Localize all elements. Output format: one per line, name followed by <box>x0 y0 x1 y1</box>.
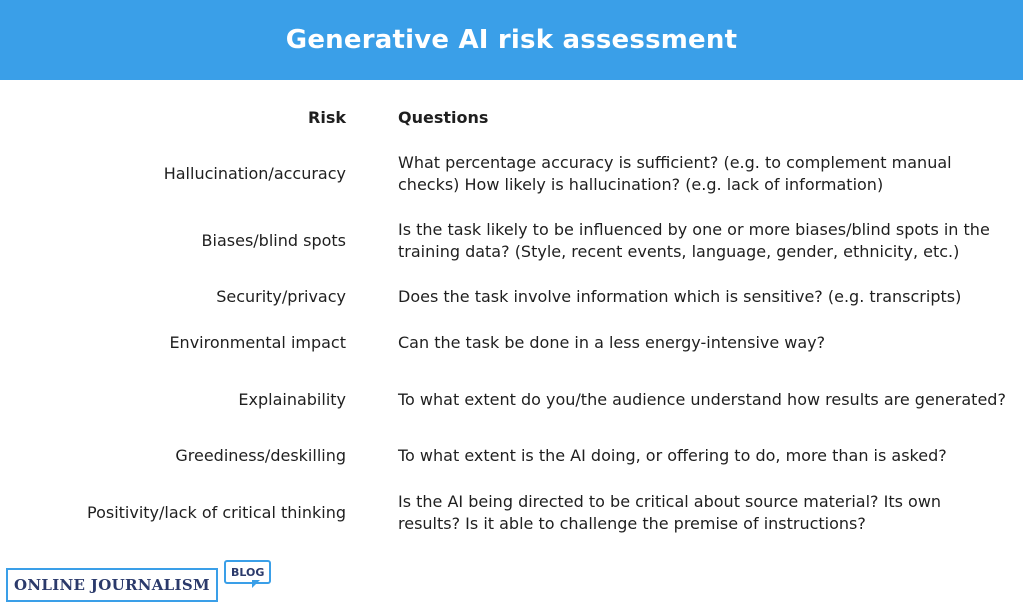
table-row <box>0 433 1023 479</box>
speech-bubble-tail-icon <box>252 580 260 588</box>
questions-column-header: Questions <box>398 108 489 127</box>
table-row <box>0 320 1023 366</box>
table-header-row <box>0 96 1023 140</box>
table-row <box>0 366 1023 433</box>
risk-label: Security/privacy <box>216 287 346 306</box>
risk-question: To what extent is the AI doing, or offering to do, more than is asked? <box>398 446 947 465</box>
risk-question: What percentage accuracy is sufficient? (e.g. to complement manual checks) How likely is hallucination? (e.g. lack of information) <box>398 152 952 194</box>
risk-question: Does the task involve information which is sensitive? (e.g. transcripts) <box>398 287 962 306</box>
risk-label: Positivity/lack of critical thinking <box>87 502 346 522</box>
page-title: Generative AI risk assessment <box>285 25 738 55</box>
logo-main-box <box>6 568 218 602</box>
logo-blog-badge: BLOG <box>224 560 271 584</box>
risk-label: Biases/blind spots <box>201 230 346 250</box>
title-banner <box>0 0 1023 80</box>
risk-column-header: Risk <box>308 108 346 127</box>
risk-label: Explainability <box>238 389 346 409</box>
table-row <box>0 479 1023 546</box>
risk-question: Is the AI being directed to be critical about source material? Its own results? Is it able to challenge the premise of instructions? <box>398 491 942 533</box>
risk-table <box>0 96 1023 546</box>
table-row <box>0 274 1023 320</box>
risk-label: Environmental impact <box>169 333 346 352</box>
risk-question: Can the task be done in a less energy-intensive way? <box>398 333 826 352</box>
table-row <box>0 207 1023 274</box>
online-journalism-blog-logo <box>6 560 276 613</box>
logo-main-text: ONLINE JOURNALISM <box>14 576 210 594</box>
risk-question: To what extent do you/the audience understand how results are generated? <box>398 389 1006 409</box>
table-row <box>0 140 1023 207</box>
risk-label: Hallucination/accuracy <box>163 163 346 183</box>
risk-label: Greediness/deskilling <box>175 446 346 465</box>
risk-question: Is the task likely to be influenced by one or more biases/blind spots in the training data? (Style, recent events, language, gender, ethnicity, etc.) <box>398 219 990 261</box>
